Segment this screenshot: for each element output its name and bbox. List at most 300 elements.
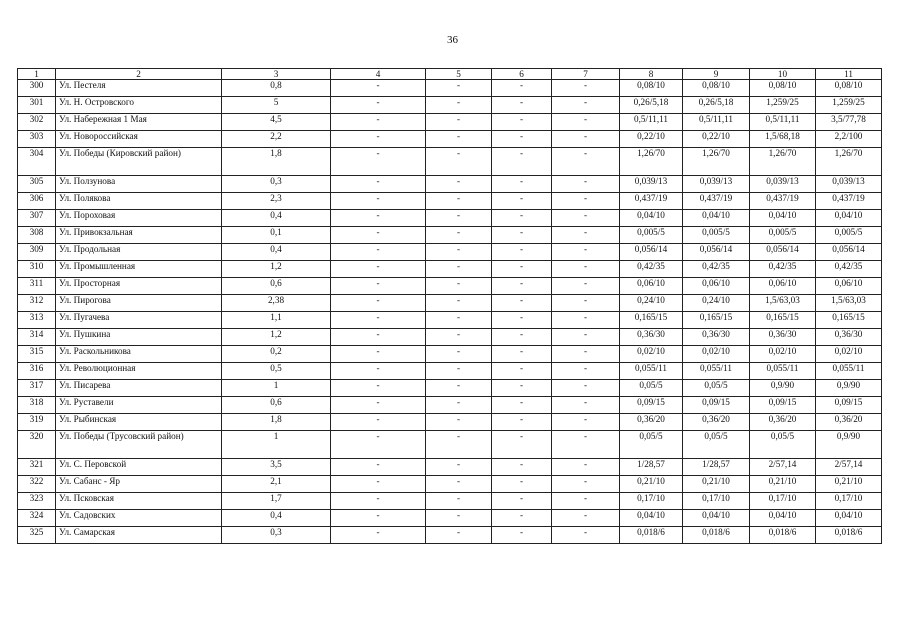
col7-value: - — [552, 431, 620, 459]
col11-value: 0,018/6 — [816, 527, 882, 544]
street-name: Ул. Революционная — [56, 363, 222, 380]
street-name: Ул. Раскольникова — [56, 346, 222, 363]
col8-value: 0,056/14 — [620, 244, 683, 261]
table-row — [18, 295, 882, 312]
col7-value: - — [552, 476, 620, 493]
length-value: 5 — [222, 97, 331, 114]
col9-value: 0,04/10 — [683, 510, 750, 527]
col9-value: 1/28,57 — [683, 459, 750, 476]
table-row — [18, 244, 882, 261]
col5-value: - — [426, 397, 492, 414]
col9-value: 0,437/19 — [683, 193, 750, 210]
col6-value: - — [492, 346, 552, 363]
table-row — [18, 193, 882, 210]
col10-value: 0,08/10 — [750, 80, 816, 97]
street-name: Ул. Победы (Кировский район) — [56, 148, 222, 176]
col10-value: 0,04/10 — [750, 510, 816, 527]
table-row — [18, 329, 882, 346]
length-value: 0,3 — [222, 176, 331, 193]
col4-value: - — [331, 193, 426, 210]
page-number: 36 — [447, 34, 458, 46]
col5-value: - — [426, 244, 492, 261]
col4-value: - — [331, 414, 426, 431]
col6-value: - — [492, 476, 552, 493]
length-value: 0,6 — [222, 278, 331, 295]
col10-value: 0,5/11,11 — [750, 114, 816, 131]
col5-value: - — [426, 312, 492, 329]
col8-value: 0,22/10 — [620, 131, 683, 148]
col4-value: - — [331, 527, 426, 544]
table-row — [18, 363, 882, 380]
length-value: 2,3 — [222, 193, 331, 210]
col4-value: - — [331, 278, 426, 295]
street-name: Ул. Привокзальная — [56, 227, 222, 244]
col9-value: 0,055/11 — [683, 363, 750, 380]
col10-value: 1,26/70 — [750, 148, 816, 176]
col11-value: 0,09/15 — [816, 397, 882, 414]
table-body — [18, 80, 882, 544]
row-number: 309 — [18, 244, 56, 261]
col4-value: - — [331, 397, 426, 414]
street-name: Ул. Пугачева — [56, 312, 222, 329]
col5-value: - — [426, 148, 492, 176]
street-name: Ул. Рыбинская — [56, 414, 222, 431]
col6-value: - — [492, 114, 552, 131]
col4-value: - — [331, 380, 426, 397]
col9-value: 0,21/10 — [683, 476, 750, 493]
column-header-6: 6 — [492, 69, 552, 80]
row-number: 306 — [18, 193, 56, 210]
length-value: 1,7 — [222, 493, 331, 510]
table-row — [18, 414, 882, 431]
col10-value: 0,437/19 — [750, 193, 816, 210]
column-header-7: 7 — [552, 69, 620, 80]
row-number: 310 — [18, 261, 56, 278]
street-name: Ул. Пушкина — [56, 329, 222, 346]
row-number: 307 — [18, 210, 56, 227]
col5-value: - — [426, 510, 492, 527]
col8-value: 0,055/11 — [620, 363, 683, 380]
col6-value: - — [492, 493, 552, 510]
table-row — [18, 527, 882, 544]
col8-value: 0,09/15 — [620, 397, 683, 414]
col11-value: 0,437/19 — [816, 193, 882, 210]
col8-value: 1,26/70 — [620, 148, 683, 176]
col7-value: - — [552, 397, 620, 414]
col11-value: 3,5/77,78 — [816, 114, 882, 131]
col11-value: 1,5/63,03 — [816, 295, 882, 312]
row-number: 319 — [18, 414, 56, 431]
col7-value: - — [552, 261, 620, 278]
col11-value: 0,9/90 — [816, 431, 882, 459]
col7-value: - — [552, 346, 620, 363]
col4-value: - — [331, 346, 426, 363]
col11-value: 0,36/20 — [816, 414, 882, 431]
table-row — [18, 114, 882, 131]
col5-value: - — [426, 527, 492, 544]
col5-value: - — [426, 380, 492, 397]
col7-value: - — [552, 278, 620, 295]
row-number: 324 — [18, 510, 56, 527]
col10-value: 0,9/90 — [750, 380, 816, 397]
table-row — [18, 397, 882, 414]
length-value: 0,3 — [222, 527, 331, 544]
length-value: 1,2 — [222, 261, 331, 278]
street-name: Ул. Н. Островского — [56, 97, 222, 114]
col4-value: - — [331, 210, 426, 227]
col4-value: - — [331, 459, 426, 476]
column-header-row — [18, 69, 882, 80]
table-row — [18, 261, 882, 278]
length-value: 2,1 — [222, 476, 331, 493]
col6-value: - — [492, 431, 552, 459]
row-number: 313 — [18, 312, 56, 329]
row-number: 315 — [18, 346, 56, 363]
row-number: 318 — [18, 397, 56, 414]
col6-value: - — [492, 295, 552, 312]
street-name: Ул. Полякова — [56, 193, 222, 210]
col7-value: - — [552, 97, 620, 114]
col4-value: - — [331, 363, 426, 380]
length-value: 0,4 — [222, 210, 331, 227]
row-number: 303 — [18, 131, 56, 148]
col11-value: 0,08/10 — [816, 80, 882, 97]
col8-value: 0,24/10 — [620, 295, 683, 312]
col5-value: - — [426, 459, 492, 476]
row-number: 323 — [18, 493, 56, 510]
length-value: 3,5 — [222, 459, 331, 476]
col10-value: 2/57,14 — [750, 459, 816, 476]
table-row — [18, 227, 882, 244]
col7-value: - — [552, 527, 620, 544]
length-value: 0,4 — [222, 510, 331, 527]
col9-value: 0,005/5 — [683, 227, 750, 244]
col9-value: 1,26/70 — [683, 148, 750, 176]
col8-value: 0,26/5,18 — [620, 97, 683, 114]
col5-value: - — [426, 278, 492, 295]
street-name: Ул. Просторная — [56, 278, 222, 295]
col10-value: 0,005/5 — [750, 227, 816, 244]
length-value: 1,2 — [222, 329, 331, 346]
length-value: 4,5 — [222, 114, 331, 131]
col7-value: - — [552, 148, 620, 176]
street-name: Ул. Набережная 1 Мая — [56, 114, 222, 131]
row-number: 320 — [18, 431, 56, 459]
col9-value: 0,36/20 — [683, 414, 750, 431]
col8-value: 0,17/10 — [620, 493, 683, 510]
col9-value: 0,06/10 — [683, 278, 750, 295]
row-number: 317 — [18, 380, 56, 397]
row-number: 311 — [18, 278, 56, 295]
length-value: 0,2 — [222, 346, 331, 363]
col6-value: - — [492, 459, 552, 476]
col6-value: - — [492, 261, 552, 278]
col8-value: 0,005/5 — [620, 227, 683, 244]
street-name: Ул. Ползунова — [56, 176, 222, 193]
table-row — [18, 97, 882, 114]
street-name: Ул. С. Перовской — [56, 459, 222, 476]
col9-value: 0,08/10 — [683, 80, 750, 97]
table-row — [18, 312, 882, 329]
col11-value: 0,056/14 — [816, 244, 882, 261]
col8-value: 0,36/30 — [620, 329, 683, 346]
col7-value: - — [552, 459, 620, 476]
col8-value: 0,21/10 — [620, 476, 683, 493]
length-value: 0,6 — [222, 397, 331, 414]
col10-value: 1,5/63,03 — [750, 295, 816, 312]
col6-value: - — [492, 527, 552, 544]
street-name: Ул. Промышленная — [56, 261, 222, 278]
col7-value: - — [552, 80, 620, 97]
col6-value: - — [492, 244, 552, 261]
column-header-9: 9 — [683, 69, 750, 80]
col11-value: 1,26/70 — [816, 148, 882, 176]
col5-value: - — [426, 414, 492, 431]
table-row — [18, 510, 882, 527]
col4-value: - — [331, 227, 426, 244]
row-number: 302 — [18, 114, 56, 131]
col4-value: - — [331, 476, 426, 493]
street-name: Ул. Писарева — [56, 380, 222, 397]
col8-value: 0,05/5 — [620, 380, 683, 397]
col4-value: - — [331, 329, 426, 346]
col10-value: 0,056/14 — [750, 244, 816, 261]
street-name: Ул. Продольная — [56, 244, 222, 261]
col4-value: - — [331, 114, 426, 131]
street-data-table — [17, 68, 882, 544]
length-value: 0,5 — [222, 363, 331, 380]
col9-value: 0,05/5 — [683, 380, 750, 397]
col5-value: - — [426, 176, 492, 193]
table-row — [18, 80, 882, 97]
col4-value: - — [331, 312, 426, 329]
table-row — [18, 380, 882, 397]
row-number: 300 — [18, 80, 56, 97]
col6-value: - — [492, 210, 552, 227]
col9-value: 0,056/14 — [683, 244, 750, 261]
col7-value: - — [552, 131, 620, 148]
col10-value: 0,055/11 — [750, 363, 816, 380]
col7-value: - — [552, 210, 620, 227]
col6-value: - — [492, 148, 552, 176]
col9-value: 0,24/10 — [683, 295, 750, 312]
col10-value: 0,04/10 — [750, 210, 816, 227]
col11-value: 0,005/5 — [816, 227, 882, 244]
col4-value: - — [331, 97, 426, 114]
col7-value: - — [552, 329, 620, 346]
col6-value: - — [492, 176, 552, 193]
length-value: 0,4 — [222, 244, 331, 261]
col6-value: - — [492, 329, 552, 346]
street-name: Ул. Пирогова — [56, 295, 222, 312]
street-name: Ул. Пестеля — [56, 80, 222, 97]
col8-value: 0,05/5 — [620, 431, 683, 459]
col4-value: - — [331, 493, 426, 510]
col6-value: - — [492, 363, 552, 380]
col9-value: 0,42/35 — [683, 261, 750, 278]
col11-value: 0,06/10 — [816, 278, 882, 295]
col5-value: - — [426, 80, 492, 97]
col8-value: 0,08/10 — [620, 80, 683, 97]
table-row — [18, 431, 882, 459]
col8-value: 0,165/15 — [620, 312, 683, 329]
col6-value: - — [492, 227, 552, 244]
col5-value: - — [426, 131, 492, 148]
col10-value: 1,5/68,18 — [750, 131, 816, 148]
table-row — [18, 278, 882, 295]
col10-value: 0,05/5 — [750, 431, 816, 459]
col11-value: 0,42/35 — [816, 261, 882, 278]
col11-value: 1,259/25 — [816, 97, 882, 114]
col5-value: - — [426, 295, 492, 312]
col8-value: 0,04/10 — [620, 210, 683, 227]
col11-value: 0,165/15 — [816, 312, 882, 329]
col11-value: 0,04/10 — [816, 510, 882, 527]
col8-value: 0,039/13 — [620, 176, 683, 193]
col9-value: 0,018/6 — [683, 527, 750, 544]
col4-value: - — [331, 176, 426, 193]
col10-value: 0,06/10 — [750, 278, 816, 295]
col7-value: - — [552, 244, 620, 261]
col7-value: - — [552, 295, 620, 312]
column-header-10: 10 — [750, 69, 816, 80]
col9-value: 0,039/13 — [683, 176, 750, 193]
col9-value: 0,02/10 — [683, 346, 750, 363]
col10-value: 0,02/10 — [750, 346, 816, 363]
col8-value: 1/28,57 — [620, 459, 683, 476]
col5-value: - — [426, 227, 492, 244]
col11-value: 0,039/13 — [816, 176, 882, 193]
column-header-1: 1 — [18, 69, 56, 80]
col10-value: 1,259/25 — [750, 97, 816, 114]
col4-value: - — [331, 510, 426, 527]
col10-value: 0,42/35 — [750, 261, 816, 278]
col11-value: 2,2/100 — [816, 131, 882, 148]
col5-value: - — [426, 261, 492, 278]
col9-value: 0,17/10 — [683, 493, 750, 510]
row-number: 321 — [18, 459, 56, 476]
col6-value: - — [492, 131, 552, 148]
table-row — [18, 176, 882, 193]
column-header-11: 11 — [816, 69, 882, 80]
col5-value: - — [426, 114, 492, 131]
col5-value: - — [426, 97, 492, 114]
col4-value: - — [331, 431, 426, 459]
table-row — [18, 493, 882, 510]
row-number: 322 — [18, 476, 56, 493]
col6-value: - — [492, 80, 552, 97]
column-header-4: 4 — [331, 69, 426, 80]
row-number: 308 — [18, 227, 56, 244]
row-number: 316 — [18, 363, 56, 380]
length-value: 2,2 — [222, 131, 331, 148]
col6-value: - — [492, 278, 552, 295]
col4-value: - — [331, 295, 426, 312]
table-row — [18, 131, 882, 148]
col8-value: 0,437/19 — [620, 193, 683, 210]
col10-value: 0,018/6 — [750, 527, 816, 544]
col5-value: - — [426, 363, 492, 380]
col10-value: 0,36/30 — [750, 329, 816, 346]
row-number: 312 — [18, 295, 56, 312]
col6-value: - — [492, 193, 552, 210]
length-value: 1 — [222, 431, 331, 459]
street-name: Ул. Новороссийская — [56, 131, 222, 148]
length-value: 2,38 — [222, 295, 331, 312]
col7-value: - — [552, 176, 620, 193]
column-header-3: 3 — [222, 69, 331, 80]
col4-value: - — [331, 148, 426, 176]
col9-value: 0,165/15 — [683, 312, 750, 329]
col7-value: - — [552, 227, 620, 244]
row-number: 325 — [18, 527, 56, 544]
col10-value: 0,039/13 — [750, 176, 816, 193]
col6-value: - — [492, 97, 552, 114]
col8-value: 0,018/6 — [620, 527, 683, 544]
col4-value: - — [331, 131, 426, 148]
col11-value: 0,21/10 — [816, 476, 882, 493]
col10-value: 0,36/20 — [750, 414, 816, 431]
col8-value: 0,02/10 — [620, 346, 683, 363]
table-row — [18, 346, 882, 363]
col7-value: - — [552, 414, 620, 431]
col11-value: 0,36/30 — [816, 329, 882, 346]
col5-value: - — [426, 431, 492, 459]
col6-value: - — [492, 312, 552, 329]
col4-value: - — [331, 80, 426, 97]
col8-value: 0,04/10 — [620, 510, 683, 527]
col7-value: - — [552, 510, 620, 527]
col5-value: - — [426, 329, 492, 346]
street-name: Ул. Победы (Трусовский район) — [56, 431, 222, 459]
length-value: 0,1 — [222, 227, 331, 244]
col10-value: 0,165/15 — [750, 312, 816, 329]
row-number: 314 — [18, 329, 56, 346]
col7-value: - — [552, 114, 620, 131]
column-header-8: 8 — [620, 69, 683, 80]
col5-value: - — [426, 346, 492, 363]
street-name: Ул. Самарская — [56, 527, 222, 544]
col9-value: 0,09/15 — [683, 397, 750, 414]
col5-value: - — [426, 476, 492, 493]
col11-value: 0,055/11 — [816, 363, 882, 380]
col10-value: 0,09/15 — [750, 397, 816, 414]
col8-value: 0,42/35 — [620, 261, 683, 278]
col5-value: - — [426, 210, 492, 227]
street-name: Ул. Руставели — [56, 397, 222, 414]
col11-value: 0,04/10 — [816, 210, 882, 227]
col9-value: 0,36/30 — [683, 329, 750, 346]
column-header-2: 2 — [56, 69, 222, 80]
col9-value: 0,05/5 — [683, 431, 750, 459]
length-value: 1,1 — [222, 312, 331, 329]
col7-value: - — [552, 493, 620, 510]
col7-value: - — [552, 363, 620, 380]
col9-value: 0,22/10 — [683, 131, 750, 148]
length-value: 0,8 — [222, 80, 331, 97]
street-name: Ул. Псковская — [56, 493, 222, 510]
col11-value: 2/57,14 — [816, 459, 882, 476]
col6-value: - — [492, 510, 552, 527]
col8-value: 0,06/10 — [620, 278, 683, 295]
col4-value: - — [331, 244, 426, 261]
street-name: Ул. Сабанс - Яр — [56, 476, 222, 493]
street-name: Ул. Садовских — [56, 510, 222, 527]
length-value: 1,8 — [222, 414, 331, 431]
row-number: 304 — [18, 148, 56, 176]
col11-value: 0,02/10 — [816, 346, 882, 363]
column-header-5: 5 — [426, 69, 492, 80]
